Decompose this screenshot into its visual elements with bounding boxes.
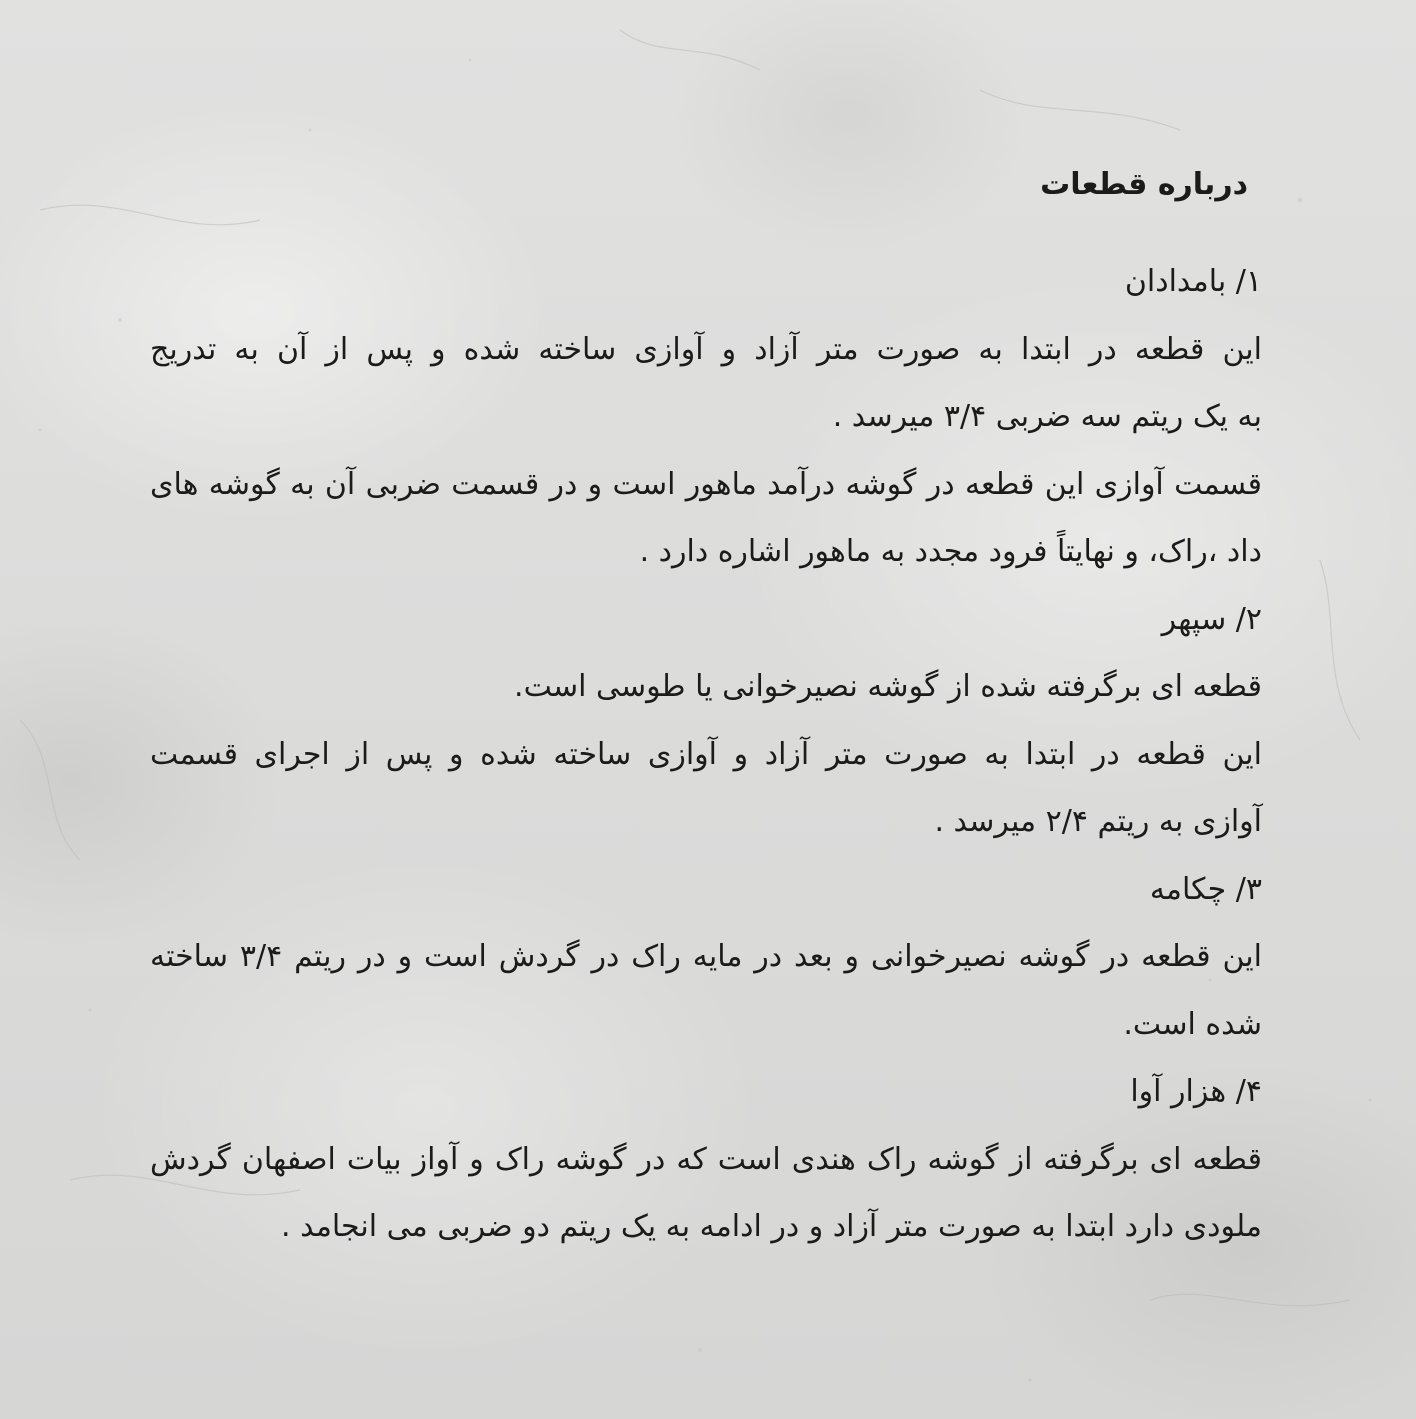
document-page: [150, 150, 1262, 1261]
paragraph-line: داد ،راک، و نهایتاً فرود مجدد به ماهور اشاره دارد .: [639, 534, 1262, 569]
document-title: درباره قطعات: [1040, 167, 1248, 202]
paragraph-line: این قطعه در ابتدا به صورت متر آزاد و آوازی ساخته شده و پس از اجرای قسمت: [150, 736, 1262, 772]
paragraph-line: قسمت آوازی این قطعه در گوشه درآمد ماهور است و در قسمت ضربی آن به گوشه های: [150, 466, 1262, 502]
paragraph-line: قطعه ای برگرفته شده از گوشه نصیرخوانی یا طوسی است.: [514, 669, 1262, 704]
section-4-heading: ۴/ هزار آوا: [1130, 1074, 1262, 1109]
section-2-heading: ۲/ سپهر: [1161, 601, 1262, 637]
paragraph-line: این قطعه در گوشه نصیرخوانی و بعد در مایه راک در گردش است و در ریتم ۳/۴ ساخته: [150, 939, 1262, 974]
section-1-heading: ۱/ بامدادان: [1124, 264, 1262, 299]
paragraph-line: شده است.: [1123, 1006, 1262, 1042]
section-3-heading: ۳/ چکامه: [1149, 871, 1262, 907]
paragraph-line: قطعه ای برگرفته از گوشه راک هندی است که در گوشه راک و آواز بیات اصفهان گردش: [150, 1141, 1262, 1177]
paragraph-line: به یک ریتم سه ضربی ۳/۴ میرسد .: [832, 399, 1262, 434]
paragraph-line: آوازی به ریتم ۲/۴ میرسد .: [934, 804, 1262, 839]
paragraph-line: ملودی دارد ابتدا به صورت متر آزاد و در ادامه به یک ریتم دو ضربی می انجامد .: [281, 1209, 1262, 1244]
paragraph-line: این قطعه در ابتدا به صورت متر آزاد و آوازی ساخته شده و پس از آن به تدریج: [150, 331, 1262, 367]
